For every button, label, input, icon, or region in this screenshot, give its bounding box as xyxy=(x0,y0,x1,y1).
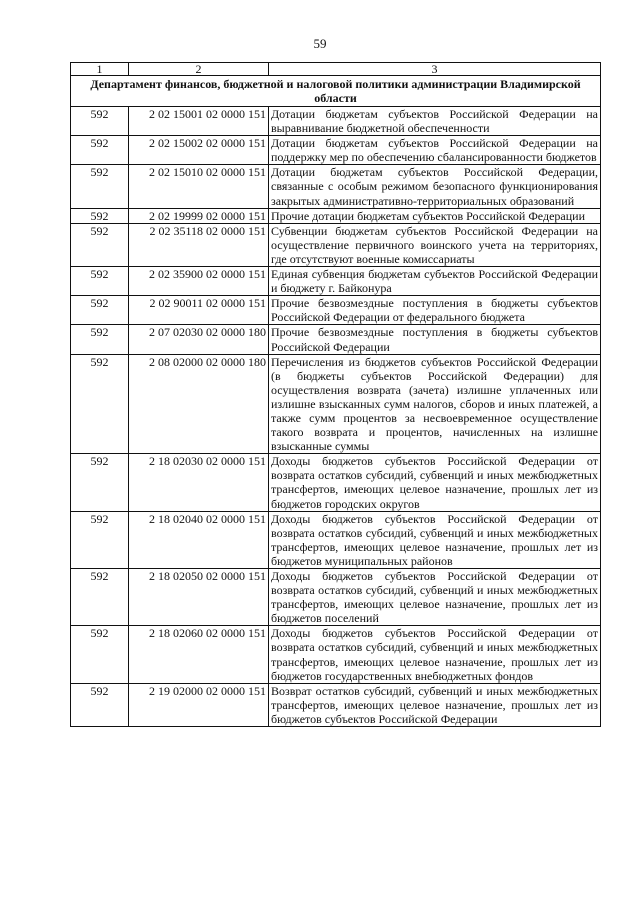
budget-classification-code-cell: 2 07 02030 02 0000 180 xyxy=(129,325,269,354)
admin-code-cell: 592 xyxy=(71,165,129,208)
revenue-name-cell: Перечисления из бюджетов субъектов Российской Федерации (в бюджеты субъектов Российской Федерации) для осуществления возврата (зачета) излишне уплаченных или излишне взысканных сумм налогов, сборов и иных платежей, а также сумм процентов за несвоевременное осуществление такого возврата и процентов, начисленных на излишне взысканные суммы xyxy=(269,354,601,454)
budget-classification-code-cell: 2 02 15010 02 0000 151 xyxy=(129,165,269,208)
column-number-1: 1 xyxy=(71,63,129,76)
revenue-name-cell: Дотации бюджетам субъектов Российской Федерации на поддержку мер по обеспечению сбалансированности бюджетов xyxy=(269,136,601,165)
table-row xyxy=(71,223,601,266)
revenue-name-cell: Доходы бюджетов субъектов Российской Федерации от возврата остатков субсидий, субвенций и иных межбюджетных трансфертов, имеющих целевое назначение, прошлых лет из бюджетов городских округов xyxy=(269,454,601,511)
department-header-row xyxy=(71,76,601,107)
revenue-name-cell: Доходы бюджетов субъектов Российской Федерации от возврата остатков субсидий, субвенций и иных межбюджетных трансфертов, имеющих целевое назначение, прошлых лет из бюджетов муниципальных районов xyxy=(269,511,601,568)
table-row xyxy=(71,107,601,136)
table-row xyxy=(71,354,601,454)
table-row xyxy=(71,267,601,296)
revenue-name-cell: Единая субвенция бюджетам субъектов Российской Федерации и бюджету г. Байконура xyxy=(269,267,601,296)
admin-code-cell: 592 xyxy=(71,454,129,511)
admin-code-cell: 592 xyxy=(71,354,129,454)
budget-classification-code-cell: 2 02 35118 02 0000 151 xyxy=(129,223,269,266)
revenue-codes-table xyxy=(70,62,601,727)
budget-classification-code-cell: 2 08 02000 02 0000 180 xyxy=(129,354,269,454)
column-number-3: 3 xyxy=(269,63,601,76)
admin-code-cell: 592 xyxy=(71,136,129,165)
admin-code-cell: 592 xyxy=(71,511,129,568)
department-name: Департамент финансов, бюджетной и налоговой политики администрации Владимирской области xyxy=(71,76,601,107)
table-row xyxy=(71,683,601,726)
admin-code-cell: 592 xyxy=(71,683,129,726)
admin-code-cell: 592 xyxy=(71,267,129,296)
table-row xyxy=(71,569,601,626)
admin-code-cell: 592 xyxy=(71,296,129,325)
table-row xyxy=(71,165,601,208)
table-row xyxy=(71,626,601,683)
revenue-name-cell: Дотации бюджетам субъектов Российской Федерации, связанные с особым режимом безопасного функционирования закрытых административно-территориальных образований xyxy=(269,165,601,208)
revenue-name-cell: Возврат остатков субсидий, субвенций и иных межбюджетных трансфертов, имеющих целевое назначение, прошлых лет из бюджетов субъектов Российской Федерации xyxy=(269,683,601,726)
revenue-name-cell: Доходы бюджетов субъектов Российской Федерации от возврата остатков субсидий, субвенций и иных межбюджетных трансфертов, имеющих целевое назначение, прошлых лет из бюджетов государственных внебюджетных фондов xyxy=(269,626,601,683)
budget-classification-code-cell: 2 02 15002 02 0000 151 xyxy=(129,136,269,165)
revenue-name-cell: Прочие безвозмездные поступления в бюджеты субъектов Российской Федерации от федерального бюджета xyxy=(269,296,601,325)
budget-classification-code-cell: 2 02 19999 02 0000 151 xyxy=(129,208,269,223)
admin-code-cell: 592 xyxy=(71,223,129,266)
budget-classification-code-cell: 2 02 90011 02 0000 151 xyxy=(129,296,269,325)
admin-code-cell: 592 xyxy=(71,107,129,136)
budget-classification-code-cell: 2 02 35900 02 0000 151 xyxy=(129,267,269,296)
budget-classification-code-cell: 2 18 02060 02 0000 151 xyxy=(129,626,269,683)
admin-code-cell: 592 xyxy=(71,208,129,223)
budget-classification-code-cell: 2 18 02040 02 0000 151 xyxy=(129,511,269,568)
revenue-name-cell: Дотации бюджетам субъектов Российской Федерации на выравнивание бюджетной обеспеченности xyxy=(269,107,601,136)
budget-classification-code-cell: 2 18 02050 02 0000 151 xyxy=(129,569,269,626)
table-row xyxy=(71,208,601,223)
revenue-name-cell: Субвенции бюджетам субъектов Российской Федерации на осуществление первичного воинского учета на территориях, где отсутствуют военные комиссариаты xyxy=(269,223,601,266)
budget-classification-code-cell: 2 02 15001 02 0000 151 xyxy=(129,107,269,136)
admin-code-cell: 592 xyxy=(71,325,129,354)
budget-classification-code-cell: 2 18 02030 02 0000 151 xyxy=(129,454,269,511)
column-number-row xyxy=(71,63,601,76)
page-number: 59 xyxy=(313,36,327,51)
table-row xyxy=(71,296,601,325)
table-row xyxy=(71,454,601,511)
revenue-name-cell: Прочие безвозмездные поступления в бюджеты субъектов Российской Федерации xyxy=(269,325,601,354)
admin-code-cell: 592 xyxy=(71,626,129,683)
admin-code-cell: 592 xyxy=(71,569,129,626)
table-row xyxy=(71,511,601,568)
revenue-name-cell: Доходы бюджетов субъектов Российской Федерации от возврата остатков субсидий, субвенций и иных межбюджетных трансфертов, имеющих целевое назначение, прошлых лет из бюджетов поселений xyxy=(269,569,601,626)
table-row xyxy=(71,136,601,165)
column-number-2: 2 xyxy=(129,63,269,76)
table-row xyxy=(71,325,601,354)
budget-classification-code-cell: 2 19 02000 02 0000 151 xyxy=(129,683,269,726)
revenue-name-cell: Прочие дотации бюджетам субъектов Российской Федерации xyxy=(269,208,601,223)
